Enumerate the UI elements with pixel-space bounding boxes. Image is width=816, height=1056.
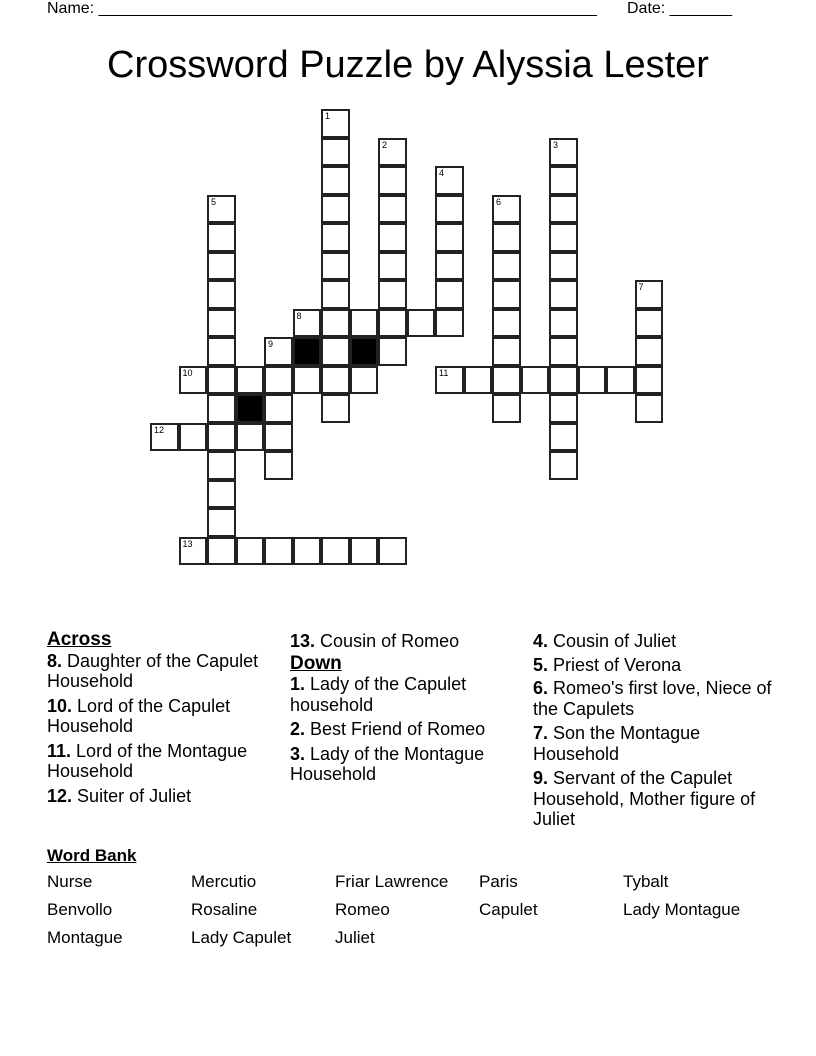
- grid-cell[interactable]: [435, 252, 464, 281]
- grid-cell[interactable]: [264, 394, 293, 423]
- grid-cell[interactable]: [207, 537, 236, 566]
- grid-cell[interactable]: [549, 309, 578, 338]
- grid-cell[interactable]: [549, 223, 578, 252]
- grid-cell[interactable]: [236, 423, 265, 452]
- grid-cell[interactable]: [179, 366, 208, 395]
- clue-number: 6: [496, 196, 502, 207]
- grid-cell[interactable]: [350, 366, 379, 395]
- black-cell: [350, 337, 379, 366]
- grid-cell[interactable]: [521, 366, 550, 395]
- word-bank-item: Rosaline: [191, 900, 258, 919]
- grid-cell[interactable]: [549, 337, 578, 366]
- clue-down-2: 2. Best Friend of Romeo: [290, 719, 486, 739]
- grid-cell[interactable]: [321, 394, 350, 423]
- clue-down-9: 9. Servant of the Capulet Household, Mother figure of Juliet: [533, 768, 756, 829]
- clue-down-6: 6. Romeo's first love, Niece of the Capulets: [533, 678, 772, 719]
- grid-cell[interactable]: [378, 223, 407, 252]
- grid-cell[interactable]: [321, 138, 350, 167]
- grid-cell[interactable]: [264, 366, 293, 395]
- grid-cell[interactable]: [350, 309, 379, 338]
- clue-number: 9: [268, 339, 274, 349]
- grid-cell[interactable]: [179, 423, 208, 452]
- grid-cell[interactable]: [207, 366, 236, 395]
- grid-cell[interactable]: [207, 508, 236, 537]
- grid-cell[interactable]: [207, 252, 236, 281]
- grid-cell[interactable]: [635, 337, 664, 366]
- grid-cell[interactable]: [207, 280, 236, 309]
- clue-number: 5: [211, 196, 217, 207]
- grid-cell[interactable]: [407, 309, 436, 338]
- word-bank-item: Benvollo: [47, 900, 113, 919]
- grid-cell[interactable]: [207, 195, 236, 224]
- page-title: Crossword Puzzle by Alyssia Lester: [107, 44, 709, 86]
- grid-cell[interactable]: [378, 537, 407, 566]
- grid-cell[interactable]: [435, 280, 464, 309]
- grid-cell[interactable]: [549, 423, 578, 452]
- grid-cell[interactable]: [492, 309, 521, 338]
- clue-across-8: 8. Daughter of the Capulet Household: [47, 650, 259, 691]
- clue-down-3: 3. Lady of the Montague Household: [290, 743, 485, 784]
- grid-cell[interactable]: [549, 451, 578, 480]
- grid-cell[interactable]: [549, 252, 578, 281]
- grid-cell[interactable]: [293, 309, 322, 338]
- across-column-1: [47, 630, 287, 810]
- clue-across-12: 12. Suiter of Juliet: [47, 785, 192, 806]
- grid-cell[interactable]: [293, 537, 322, 566]
- grid-cell[interactable]: [321, 223, 350, 252]
- grid-cell[interactable]: [435, 309, 464, 338]
- clue-down-7: 7. Son the Montague Household: [533, 723, 701, 764]
- grid-cell[interactable]: [207, 394, 236, 423]
- grid-cell[interactable]: [207, 480, 236, 509]
- grid-cell[interactable]: [635, 394, 664, 423]
- grid-cell[interactable]: [350, 537, 379, 566]
- clue-number: 8: [296, 310, 302, 321]
- grid-cell[interactable]: [264, 451, 293, 480]
- word-bank-item: Nurse: [47, 872, 93, 891]
- word-bank-title: Word Bank: [47, 846, 137, 865]
- word-bank-item: Tybalt: [623, 872, 669, 891]
- grid-cell[interactable]: [492, 337, 521, 366]
- grid-cell[interactable]: [635, 309, 664, 338]
- word-bank-item: Lady Montague: [623, 900, 741, 919]
- grid-cell[interactable]: [578, 366, 607, 395]
- word-bank-item: Montague: [47, 928, 123, 947]
- black-cell: [236, 394, 265, 423]
- clue-across-10: 10. Lord of the Capulet Household: [47, 695, 231, 736]
- clue-number: 12: [154, 424, 165, 435]
- grid-cell[interactable]: [549, 195, 578, 224]
- grid-cell[interactable]: [549, 138, 578, 167]
- grid-cell[interactable]: [378, 337, 407, 366]
- grid-cell[interactable]: [293, 366, 322, 395]
- clue-column-2: [290, 631, 530, 789]
- across-heading: Across: [47, 629, 112, 650]
- grid-cell[interactable]: [207, 223, 236, 252]
- grid-cell[interactable]: [378, 195, 407, 224]
- grid-cell[interactable]: [236, 366, 265, 395]
- grid-cell[interactable]: [378, 309, 407, 338]
- grid-cell[interactable]: [207, 309, 236, 338]
- clue-across-13: 13. Cousin of Romeo: [290, 631, 460, 651]
- date-label: Date:: [627, 0, 666, 17]
- clue-down-4: 4. Cousin of Juliet: [533, 631, 677, 651]
- grid-cell[interactable]: [264, 423, 293, 452]
- grid-cell[interactable]: [435, 166, 464, 195]
- down-heading: Down: [290, 652, 342, 674]
- name-label: Name:: [47, 0, 95, 17]
- grid-cell[interactable]: [492, 280, 521, 309]
- grid-cell[interactable]: [492, 223, 521, 252]
- word-bank-item: Friar Lawrence: [335, 872, 449, 891]
- clue-number: 3: [553, 139, 559, 150]
- date-field: [627, 0, 732, 18]
- clue-number: 11: [439, 367, 449, 378]
- grid-cell[interactable]: [464, 366, 493, 395]
- black-cell: [293, 337, 322, 366]
- grid-cell[interactable]: [150, 423, 179, 452]
- clue-number: 7: [638, 282, 644, 292]
- grid-cell[interactable]: [236, 537, 265, 566]
- grid-cell[interactable]: [378, 138, 407, 167]
- grid-cell[interactable]: [264, 337, 293, 366]
- grid-cell[interactable]: [321, 195, 350, 224]
- word-bank-item: Mercutio: [191, 872, 257, 891]
- grid-cell[interactable]: [492, 195, 521, 224]
- name-field: [47, 0, 597, 18]
- grid-cell[interactable]: [378, 166, 407, 195]
- grid-cell[interactable]: [492, 394, 521, 423]
- grid-cell[interactable]: [635, 366, 664, 395]
- clue-number: 13: [182, 538, 193, 549]
- grid-cell[interactable]: [492, 252, 521, 281]
- grid-cell[interactable]: [435, 223, 464, 252]
- clue-column-3: [533, 631, 773, 834]
- grid-cell[interactable]: [179, 537, 208, 566]
- grid-cell[interactable]: [549, 394, 578, 423]
- clue-number: 1: [325, 111, 331, 121]
- clue-down-5: 5. Priest of Verona: [533, 654, 682, 675]
- word-bank-item: Romeo: [335, 900, 390, 919]
- grid-cell[interactable]: [207, 451, 236, 480]
- grid-cell[interactable]: [549, 366, 578, 395]
- grid-cell[interactable]: [635, 280, 664, 309]
- grid-cell[interactable]: [606, 366, 635, 395]
- grid-cell[interactable]: [321, 109, 350, 138]
- clue-down-1: 1. Lady of the Capulet household: [290, 674, 467, 715]
- grid-cell[interactable]: [549, 166, 578, 195]
- grid-cell[interactable]: [207, 423, 236, 452]
- grid-cell[interactable]: [321, 337, 350, 366]
- grid-cell[interactable]: [435, 366, 464, 395]
- clue-number: 2: [382, 139, 388, 150]
- clue-number: 4: [439, 168, 445, 178]
- grid-cell[interactable]: [321, 166, 350, 195]
- grid-cell[interactable]: [435, 195, 464, 224]
- word-bank: [47, 872, 787, 948]
- word-bank-item: Juliet: [335, 928, 375, 947]
- word-bank-item: Lady Capulet: [191, 928, 292, 947]
- clue-across-11: 11. Lord of the Montague Household: [47, 740, 248, 781]
- name-line: ________________________________________________________: [98, 0, 597, 17]
- grid-cell[interactable]: [321, 366, 350, 395]
- grid-cell[interactable]: [549, 280, 578, 309]
- grid-cell[interactable]: [321, 280, 350, 309]
- grid-cell[interactable]: [264, 537, 293, 566]
- word-bank-item: Capulet: [479, 900, 538, 919]
- grid-cell[interactable]: [321, 537, 350, 566]
- date-line: _______: [669, 0, 732, 17]
- grid-cell[interactable]: [492, 366, 521, 395]
- clue-number: 10: [182, 367, 193, 378]
- word-bank-item: Paris: [479, 872, 518, 891]
- grid-cell[interactable]: [321, 252, 350, 281]
- grid-cell[interactable]: [207, 337, 236, 366]
- grid-cell[interactable]: [378, 280, 407, 309]
- grid-cell[interactable]: [378, 252, 407, 281]
- grid-cell[interactable]: [321, 309, 350, 338]
